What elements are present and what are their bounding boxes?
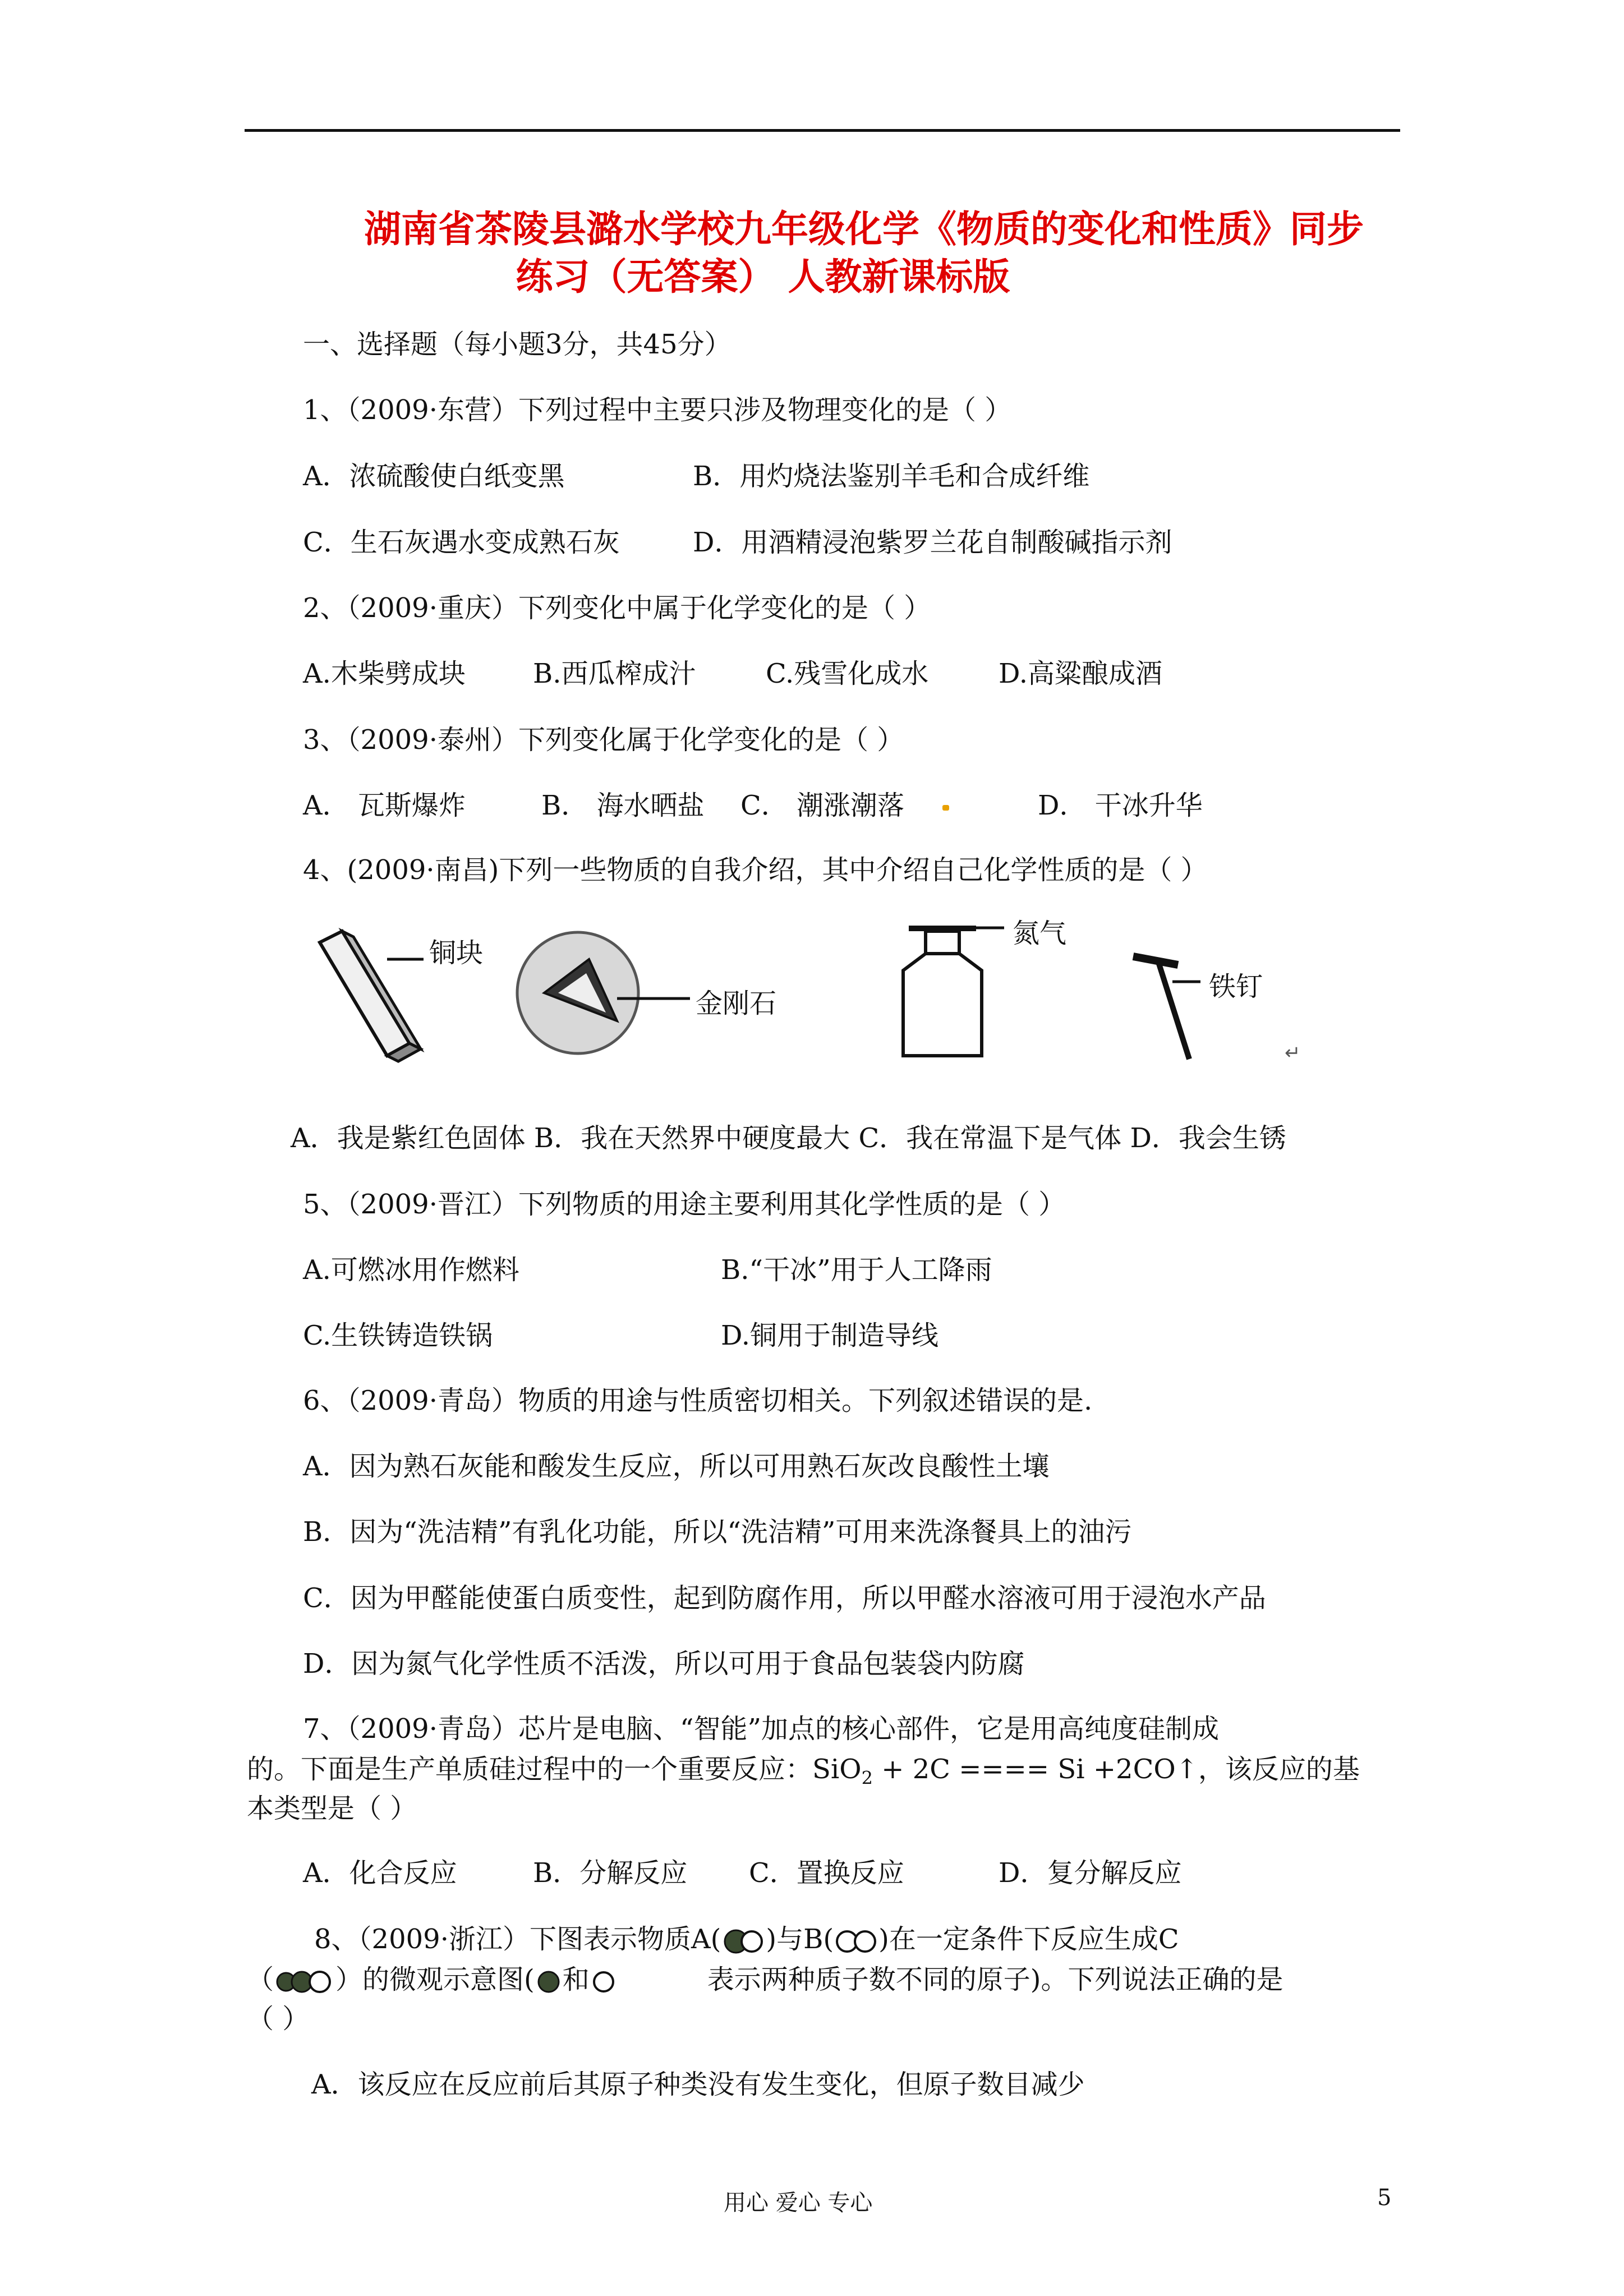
q7-line3: 本类型是（ ） bbox=[247, 1793, 417, 1824]
copper-block-illustration bbox=[320, 931, 424, 1061]
q7-option-a: A．化合反应 bbox=[303, 1857, 457, 1889]
q7-option-c: C．置换反应 bbox=[749, 1857, 904, 1889]
q3-option-d: D． 干冰升华 bbox=[1038, 790, 1203, 821]
molecule-c-icon bbox=[274, 1968, 335, 1996]
molecule-b-icon bbox=[834, 1927, 878, 1955]
q6-option-d: D．因为氮气化学性质不活泼，所以可用于食品包装袋内防腐 bbox=[303, 1648, 1025, 1680]
q5-option-b: B.“干冰”用于人工降雨 bbox=[721, 1254, 992, 1286]
q1-option-a: A．浓硫酸使白纸变黑 bbox=[303, 461, 565, 492]
q8-line3: （ ） bbox=[247, 2003, 310, 2035]
q4-figure bbox=[303, 909, 1324, 1077]
q8-line2-part3: 和 bbox=[562, 1964, 590, 1995]
q8-line1 bbox=[314, 1917, 1179, 1956]
q7-line1: 7、（2009·青岛）芯片是电脑、“智能”加点的核心部件，它是用高纯度硅制成 bbox=[303, 1713, 1220, 1745]
doc-title-line1: 湖南省茶陵县潞水学校九年级化学《物质的变化和性质》同步 bbox=[364, 207, 1364, 251]
gas-bottle-illustration bbox=[903, 926, 1004, 1056]
q4-options: A．我是紫红色固体 B．我在天然界中硬度最大 C．我在常温下是气体 D．我会生锈 bbox=[291, 1122, 1286, 1154]
q8-line1-part2: )与B( bbox=[766, 1924, 834, 1955]
q7-subscript: 2 bbox=[861, 1767, 873, 1789]
q4-label-nitrogen: 氮气 bbox=[1013, 918, 1067, 949]
q7-option-d: D．复分解反应 bbox=[999, 1857, 1182, 1889]
dark-atom-icon bbox=[535, 1968, 563, 1996]
q6-option-b: B．因为“洗洁精”有乳化功能，所以“洗洁精”可用来洗涤餐具上的油污 bbox=[303, 1516, 1132, 1548]
q2-option-c: C.残雪化成水 bbox=[766, 658, 929, 689]
q3-stem: 3、（2009·泰州）下列变化属于化学变化的是（ ） bbox=[303, 724, 904, 756]
q8-line2 bbox=[247, 1958, 1283, 1996]
diamond-illustration bbox=[517, 932, 690, 1053]
q2-option-a: A.木柴劈成块 bbox=[303, 658, 466, 689]
page-number: 5 bbox=[1377, 2185, 1392, 2211]
svg-text:↵: ↵ bbox=[1285, 1042, 1301, 1064]
q5-option-c: C.生铁铸造铁锅 bbox=[303, 1320, 493, 1351]
q7-option-b: B．分解反应 bbox=[533, 1857, 688, 1889]
q5-option-d: D.铜用于制造导线 bbox=[721, 1320, 939, 1351]
q5-stem: 5、（2009·晋江）下列物质的用途主要利用其化学性质的是（ ） bbox=[303, 1189, 1066, 1220]
q3-option-c: C． 潮涨潮落 bbox=[740, 790, 904, 821]
doc-title-line2: 练习（无答案） 人教新课标版 bbox=[516, 255, 1010, 298]
q3-option-a: A． 瓦斯爆炸 bbox=[303, 790, 466, 821]
q8-option-a: A．该反应在反应前后其原子种类没有发生变化，但原子数目减少 bbox=[311, 2069, 1085, 2100]
q6-option-c: C．因为甲醛能使蛋白质变性，起到防腐作用，所以甲醛水溶液可用于浸泡水产品 bbox=[303, 1582, 1266, 1614]
q4-label-diamond: 金刚石 bbox=[696, 988, 777, 1019]
stray-mark bbox=[942, 805, 949, 811]
q4-label-copper: 铜块 bbox=[429, 937, 484, 969]
footer-motto: 用心 爱心 专心 bbox=[724, 2190, 873, 2216]
q7-line2-part2: + 2C ==== Si +2CO↑，该反应的基 bbox=[872, 1754, 1360, 1785]
q1-option-b: B．用灼烧法鉴别羊毛和合成纤维 bbox=[693, 461, 1090, 492]
q2-option-d: D.高粱酿成酒 bbox=[999, 658, 1163, 689]
q7-line2-part1: 的。下面是生产单质硅过程中的一个重要反应：SiO bbox=[247, 1754, 862, 1785]
q1-stem: 1、（2009·东营）下列过程中主要只涉及物理变化的是（ ） bbox=[303, 394, 1012, 426]
q8-line2-part1: （ bbox=[247, 1964, 274, 1995]
q6-stem: 6、（2009·青岛）物质的用途与性质密切相关。下列叙述错误的是. bbox=[303, 1385, 1093, 1416]
q2-stem: 2、（2009·重庆）下列变化中属于化学变化的是（ ） bbox=[303, 592, 931, 624]
q1-option-c: C．生石灰遇水变成熟石灰 bbox=[303, 527, 620, 558]
header-rule bbox=[245, 129, 1400, 132]
q5-option-a: A.可燃冰用作燃料 bbox=[303, 1254, 519, 1286]
section-heading: 一、选择题（每小题3分，共45分） bbox=[303, 329, 732, 360]
q8-line1-part1: 8、（2009·浙江）下图表示物质A( bbox=[314, 1924, 721, 1955]
molecule-a-icon bbox=[721, 1927, 766, 1955]
light-atom-icon bbox=[590, 1968, 618, 1996]
q8-line2-part2: ）的微观示意图( bbox=[335, 1964, 535, 1995]
q8-line2-part4: 表示两种质子数不同的原子)。下列说法正确的是 bbox=[707, 1964, 1283, 1995]
q3-option-b: B． 海水晒盐 bbox=[541, 790, 705, 821]
q7-line2 bbox=[247, 1747, 1360, 1789]
q6-option-a: A．因为熟石灰能和酸发生反应，所以可用熟石灰改良酸性土壤 bbox=[303, 1451, 1050, 1482]
q2-option-b: B.西瓜榨成汁 bbox=[533, 658, 696, 689]
q8-line1-part3: )在一定条件下反应生成C bbox=[878, 1924, 1179, 1955]
q4-label-nail: 铁钉 bbox=[1209, 971, 1263, 1002]
q4-stem: 4、(2009·南昌)下列一些物质的自我介绍，其中介绍自己化学性质的是（ ） bbox=[303, 854, 1208, 886]
q1-option-d: D．用酒精浸泡紫罗兰花自制酸碱指示剂 bbox=[693, 527, 1172, 558]
iron-nail-illustration bbox=[1133, 956, 1200, 1059]
